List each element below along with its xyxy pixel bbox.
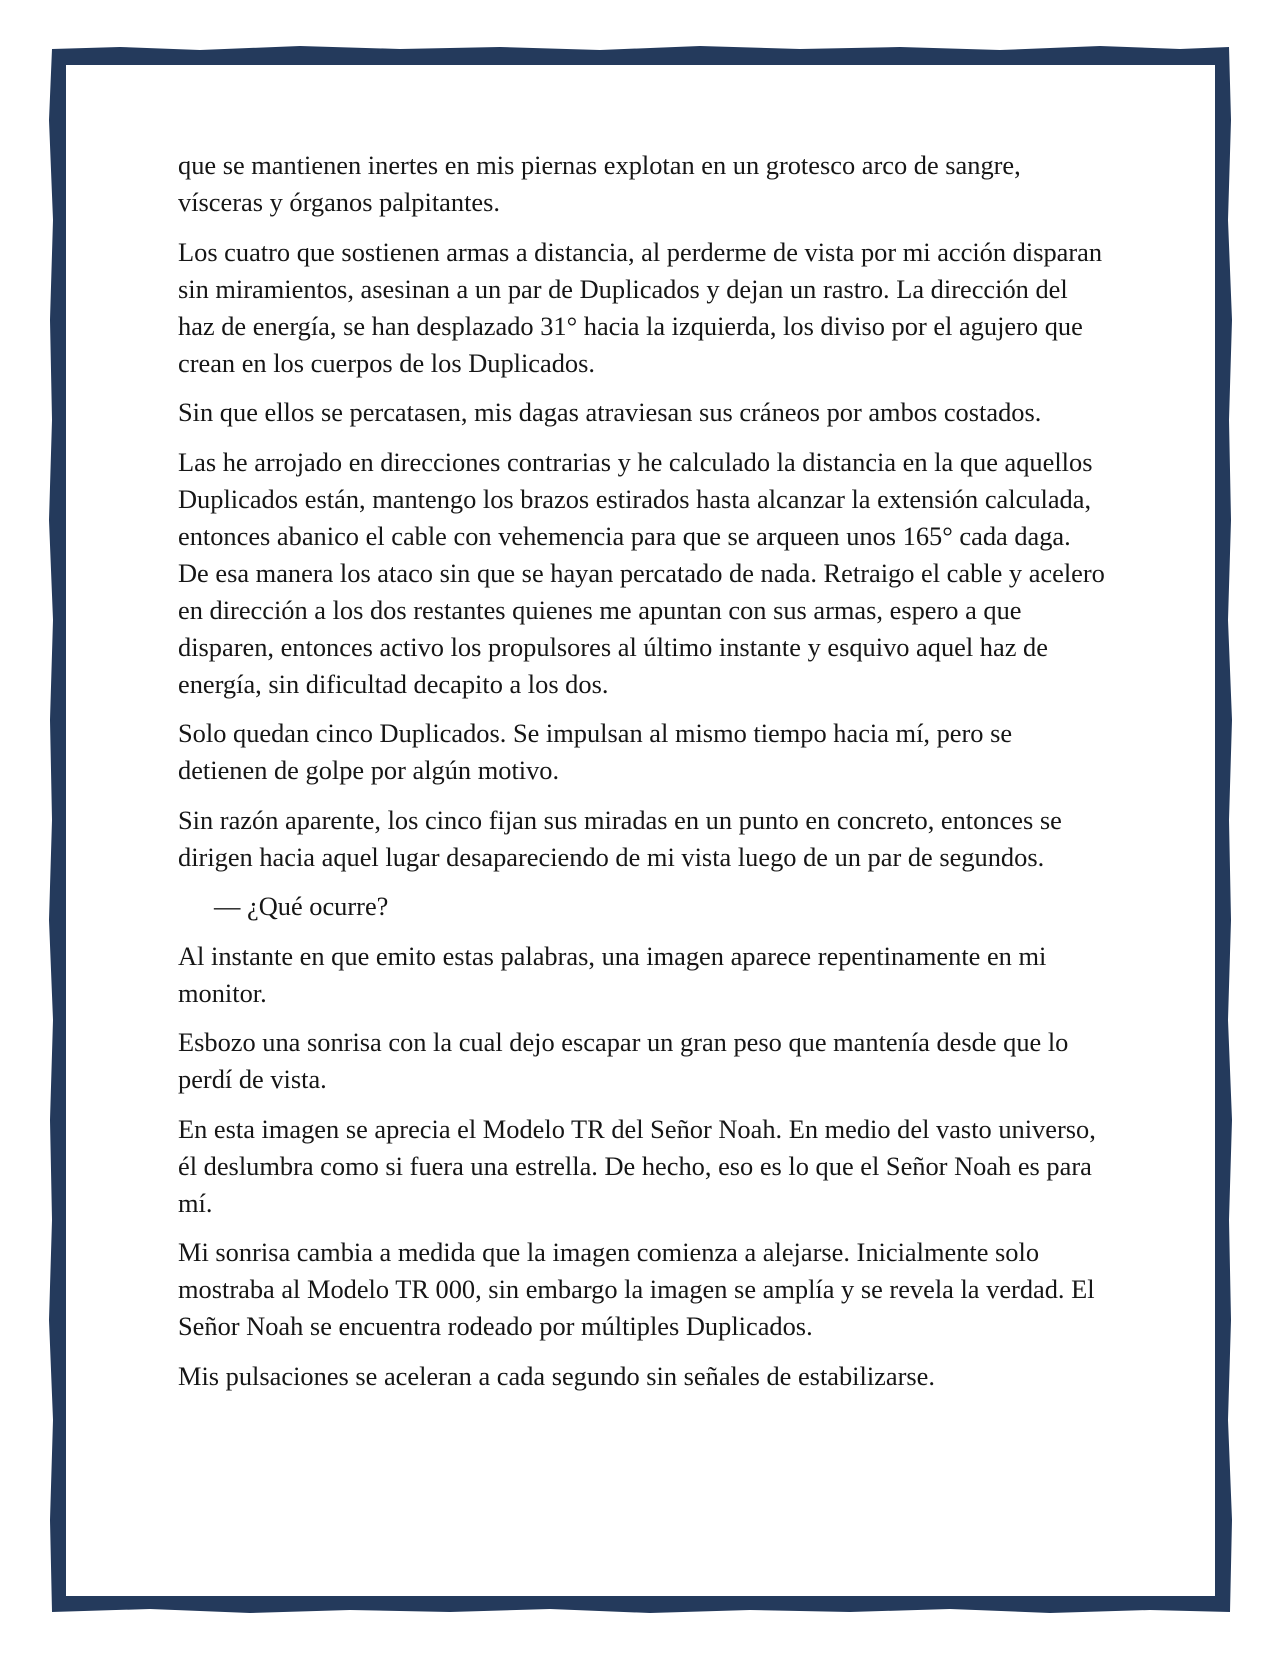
paragraph: Mi sonrisa cambia a medida que la imagen comienza a alejarse. Inicialmente solo mostraba al Modelo TR 000, sin embargo la imagen se amplía y se revela la verdad. El Señor Noah se encuentra rodeado por múltiples Duplicados.	[178, 1237, 1095, 1341]
paragraph: En esta imagen se aprecia el Modelo TR del Señor Noah. En medio del vasto universo, él deslumbra como si fuera una estrella. De hecho, eso es lo que el Señor Noah es para mí.	[178, 1113, 1096, 1218]
paragraph: Esbozo una sonrisa con la cual dejo escapar un gran peso que mantenía desde que lo perdí de vista.	[178, 1027, 1069, 1094]
paragraph: Solo quedan cinco Duplicados. Se impulsan al mismo tiempo hacia mí, pero se detienen de golpe por algún motivo.	[178, 718, 1013, 785]
paragraph: Sin razón aparente, los cinco fijan sus miradas en un punto en concreto, entonces se dirigen hacia aquel lugar desapareciendo de mi vista luego de un par de segundos.	[178, 804, 1062, 872]
paragraph: Sin que ellos se percatasen, mis dagas atraviesan sus cráneos por ambos costados.	[178, 397, 1042, 427]
document-body	[178, 147, 1108, 1407]
dialogue-line: — ¿Qué ocurre?	[214, 891, 389, 921]
paragraph: Las he arrojado en direcciones contrarias y he calculado la distancia en la que aquellos Duplicados están, mantengo los brazos estirados hasta alcanzar la extensión calculada, entonces abanico el cable con vehemencia para que se arqueen unos 165° cada daga. De esa manera los ataco sin que se hayan percatado de nada. Retraigo el cable y acelero en dirección a los dos restantes quienes me apuntan con sus armas, espero a que disparen, entonces activo los propulsores al último instante y esquivo aquel haz de energía, sin dificultad decapito a los dos.	[178, 446, 1105, 699]
paragraph: Mis pulsaciones se aceleran a cada segundo sin señales de estabilizarse.	[178, 1360, 935, 1391]
paragraph: que se mantienen inertes en mis piernas explotan en un grotesco arco de sangre, vísceras y órganos palpitantes.	[178, 150, 1021, 217]
paragraph: Los cuatro que sostienen armas a distancia, al perderme de vista por mi acción disparan sin miramientos, asesinan a un par de Duplicados y dejan un rastro. La dirección del haz de energía, se han desplazado 31° hacia la izquierda, los diviso por el agujero que crean en los cuerpos de los Duplicados.	[178, 236, 1103, 378]
paragraph: Al instante en que emito estas palabras, una imagen aparece repentinamente en mi monitor.	[178, 940, 1047, 1008]
